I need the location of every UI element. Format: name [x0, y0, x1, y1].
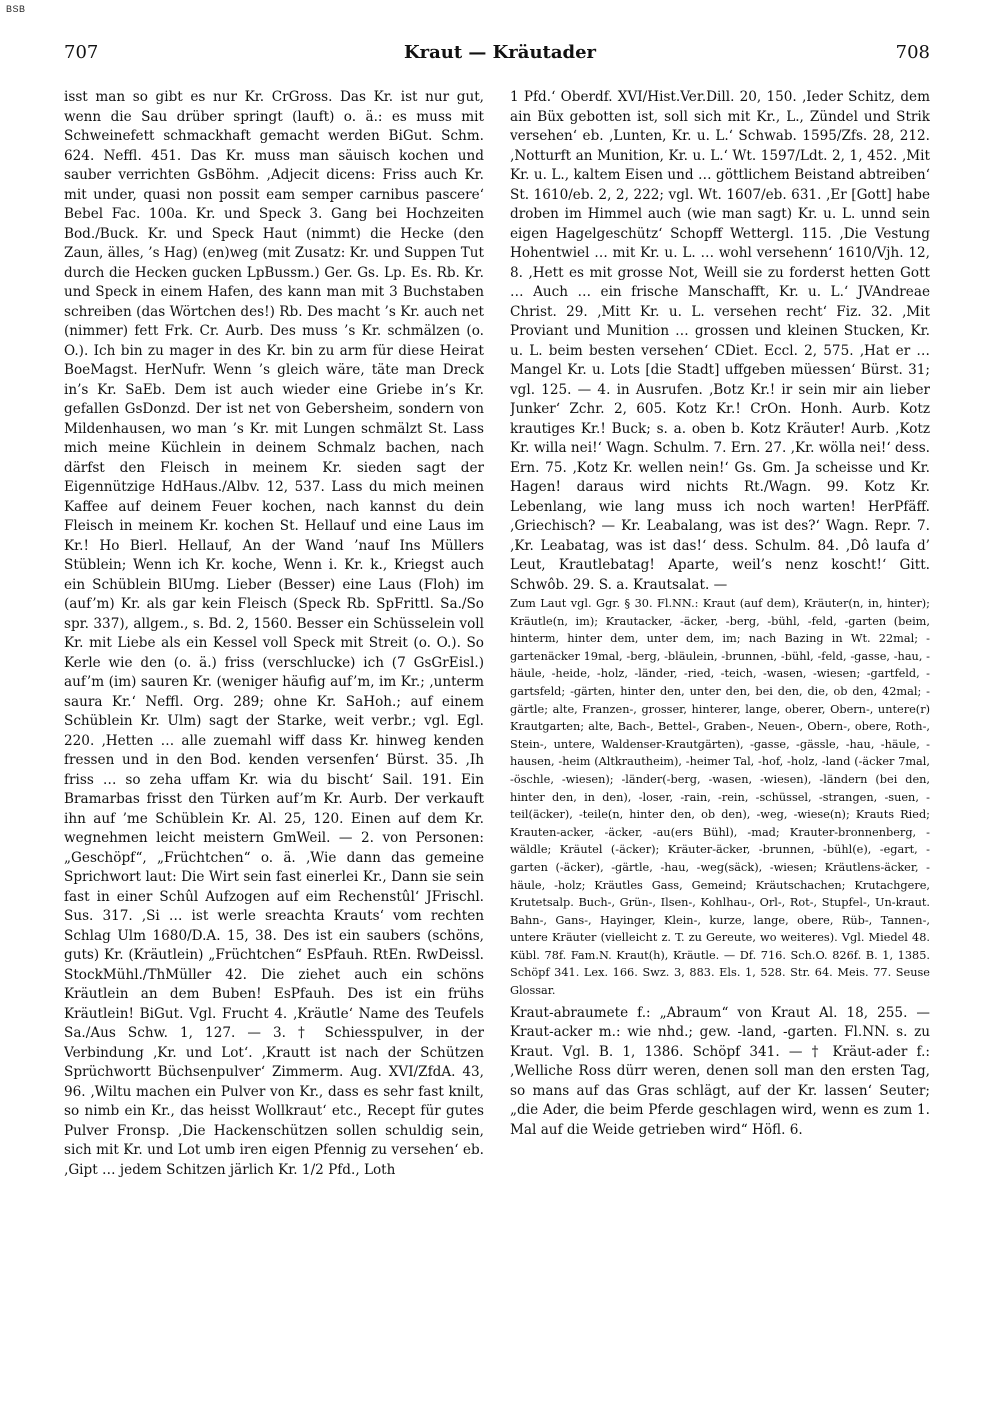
- page-number-left: 707: [64, 42, 99, 63]
- etymology-notes: Zum Laut vgl. Ggr. § 30. Fl.NN.: Kraut (auf dem), Kräuter(n, in, hinter); Kräutle(n, im); Krautacker, -äcker, -berg, -bühl, -feld, -garten (beim, hinterm, hinter dem, unter dem, im; nach Bazing in Wt. 22mal; -gartenäcker 19mal, -berg, -bläulein, -brunnen, -bühl, -feld, -gasse, -hau, -häule, -heide, -holz, -länder, -ried, -teich, -wasen, -wiesen; -gartfeld, -gartsfeld; -gärten, hinter den, unter den, bei den, die, ob den, 42mal; -gärtle; alte, Franzen-, grosser, hinterer, lange, oberer, Obern-, untere(r) Krautgarten; alte, Bach-, Bettel-, Graben-, Neuen-, Obern-, obere, Roth-, Stein-, untere, Waldenser-Krautgärten), -gasse, -gässle, -hau, -häule, -hausen, -heim (Altkrautheim), -heimer Tal, -hof, -holz, -land (-äcker 7mal, -öschle, -wiesen); -länder(-berg, -wasen, -wiesen), -ländern (bei den, hinter den, in den), -loser, -rain, -rein, -schüssel, -strangen, -suen, -teil(äcker), -teile(n, hinter den, ob den), -weg, -wiese(n); Krauts Ried; Krauten-acker, -äcker, -au(ers Bühl), -mad; Krauter-bronnenberg, -wäldle; Kräutel (-äcker); Kräuter-äcker, -brunnen, -bühl(e), -egart, -garten (-äcker), -gärtle, -hau, -weg(säck), -wiesen; Kräutlens-äcker, -häule, -holz; Kräutles Gass, Gemeind; Kräutschachen; Krutachgere, Krutetsalp. Buch-, Grün-, Ilsen-, Kohlhau-, Orl-, Rot-, Stupfel-, Un-kraut. Bahn-, Gans-, Hayinger, Klein-, kurze, lange, obere, Rüb-, Tannen-, untere Kräuter (vielleicht z. T. zu Gereute, wo weiteres). Vgl. Miedel 48. Kübl. 78f. Fam.N. Kraut(h), Kräutle. — Df. 716. Sch.O. 826f. B. 1, 1385. Schöpf 341. Lex. 166. Swz. 3, 883. Els. 1, 528. Str. 64. Meis. 77. Seuse Glossar.: [510, 597, 930, 998]
- right-column: [510, 88, 930, 1408]
- left-column-text: isst man so gibt es nur Kr. CrGross. Das Kr. ist nur gut, wenn die Sau drüber springt (lauft) o. ä.: es muss mit Schweinefett schmackhaft gemacht werden BiGut. Schm. 624. Neffl. 451. Das Kr. muss man säuisch kochen und sauber verrichten GsBöhm. ‚Adjecit dicens: Friss auch Kr. mit under, quasi non possit eam semper carnibus pascere‘ Bebel Fac. 100a. Kr. und Speck 3. Gang bei Hochzeiten Bod./Buck. Kr. und Speck Haut (nimmt) die Hecke (den Zaun, älles, ’s Hag) (en)weg (mit Zusatz: Kr. und Suppen Tut durch die Hecken gucken LpBussm.) Ger. Gs. Lp. Es. Rb. Kr. und Speck in einem Hafen, des kann man mit 3 Buchstaben schreiben (das Wörtchen des!) Rb. Des macht ’s Kr. auch net (nimmer) fett Frk. Cr. Aurb. Des muss ’s Kr. schmälzen (o. O.). Ich bin zu mager in des Kr. bin zu arm für diese Heirat BoeMagst. HerNufr. Wenn ’s gleich wäre, täte man Dreck in’s Kr. SaEb. Dem ist auch wieder eine Griebe in’s Kr. gefallen GsDonzd. Der ist net von Gebersheim, sondern von Mildenhausen, wo man ’s Kr. mit Lungen schmälzt St. Lass mich meine Küchlein in deinem Schmalz bachen, nach därfst den Fleisch in meinem Kr. sieden sagt der Eigennützige HdHaus./Albv. 12, 537. Lass du mich meinen Kaffee auf deinem Feuer kochen, nach kannst du dein Fleisch in meinem Kr. kochen St. Hellauf und eine Laus im Kr.! Ho Bierl. Hellauf, An der Wand ’nauf Ins Müllers Stüblein; Wenn ich Kr. koche, Wenn i. Kr. k., Kriegst auch ein Schüblein BlUmg. Lieber (Besser) eine Laus (Floh) im (auf’m) Kr. als gar kein Fleisch (Speck Rb. SpFrittl. Sa./So spr. 337), allgem., s. Bd. 2, 1560. Besser ein Schüsselein voll Kr. mit Liebe als ein Kessel voll Speck mit Streit (o. O.). So Kerle wie den (o. ä.) friss (verschlucke) ich (7 GsGrEisl.) auf’m (im) sauren Kr. (weniger häufig auf’m, im Kr.; ‚unterm saura Kr.‘ Neffl. Org. 289; ohne Kr. SaHoh.; auf einem Schüblein Kr. Ulm) sagt der Starke, weit verbr.; vgl. Egl. 220. ‚Hetten … alle zuemahl wiff dass Kr. hinweg kenden fressen und in den Bod. kenden versenfen‘ Bürst. 35. ‚Ih friss … so zeha uffam Kr. wia du bischt‘ Sail. 191. Ein Bramarbas frisst den Türken auf’m Kr. Aurb. Der verkauft ihn auf ’me Schüblein Kr. Al. 25, 120. Einen auf dem Kr. wegnehmen leicht meistern GmWeil. — 2. von Personen: „Geschöpf“, „Früchtchen“ o. ä. ‚Wie dann das gemeine Sprichwort laut: Die Wirt sein fast einerlei Kr., Dann sie sein fast in einer Schûl Aufzogen auf eim Rechenstûl‘ JFrischl. Sus. 317. ‚Si … ist werle sreachta Krauts‘ vom rechten Schlag Ulm 1680/D.A. 15, 38. Des ist ein saubers (schöns, guts) Kr. (Kräutlein) „Früchtchen“ EsPfauh. RtEn. RwDeissl. StockMühl./ThMüller 42. Die ziehet auch ein schöns Kräutlein an dem Buben! EsPfauh. Des ist ein frühs Kräutlein! BiGut. Vgl. Frucht 4. ‚Kräutle‘ Name des Teufels Sa./Aus Schw. 1, 127. — 3. † Schiesspulver, in der Verbindung ‚Kr. und Lot‘. ‚Krautt ist nach der Schützen Sprüchwortt Büchsenpulver‘ Zimmerm. Aug. XVI/ZfdA. 43, 96. ‚Wiltu machen ein Pulver von Kr., dass es sehr fast knilt, so nimb ein Kr., das heisst Wollkraut‘ etc., Recept für gutes Pulver Fronsp. ‚Die Hackenschützen sollen schuldig sein, sich mit Kr. und Lot umb iren eigen Pfennig zu versehen‘ eb. ‚Gipt … jedem Schitzen järlich Kr. 1/2 Pfd., Loth: [64, 89, 484, 1178]
- library-corner-mark: BSB: [6, 4, 26, 14]
- next-entries: Kraut-abraumete f.: „Abraum“ von Kraut Al. 18, 255. — Kraut-acker m.: wie nhd.; gew. -land, -garten. Fl.NN. s. zu Kraut. Vgl. B. 1, 1386. Schöpf 341. — † Kräut-ader f.: ‚Welliche Ross dürr weren, denen soll man den ersten Tag, so mans auf das Gras schlägt, auf der Kr. lassen‘ Seuter; „die Ader, die beim Pferde geschlagen wird, wenn es zum 1. Mal auf die Weide getrieben wird“ Höfl. 6.: [510, 1004, 930, 1138]
- page-number-right: 708: [895, 42, 930, 63]
- right-column-text: 1 Pfd.‘ Oberdf. XVI/Hist.Ver.Dill. 20, 150. ‚Ieder Schitz, dem ain Büx gebotten ist, soll sich mit Kr., L., Zündel und Strik versehen‘ eb. ‚Lunten, Kr. u. L.‘ Schwab. 1595/Zfs. 28, 212. ‚Notturft an Munition, Kr. u. L.‘ Wt. 1597/Ldt. 2, 1, 452. ‚Mit Kr. u. L., kaltem Eisen und … göttlichem Beistand abtreiben‘ St. 1610/eb. 2, 2, 222; vgl. Wt. 1607/eb. 631. ‚Er [Gott] habe droben im Himmel auch (wie man sagt) Kr. u. L. unnd sein eigen Hagelgeschütz‘ Schopff Wettergl. 115. ‚Die Vestung Hohentwiel … mit Kr. u. L. … wohl versehenn‘ 1610/Vjh. 12, 8. ‚Hett es mit grosse Not, Weill sie zu forderst hetten Gott … Auch … ein frische Manschafft, Kr. u. L.‘ JVAndreae Christ. 29. ‚Mitt Kr. u. L. versehen recht‘ Fiz. 32. ‚Mit Proviant und Munition … grossen und kleinen Stucken, Kr. u. L. beim besten versehen‘ CDiet. Eccl. 2, 575. ‚Hat er … Mangel Kr. u. Lots [die Stadt] uffgeben müessen‘ Bürst. 31; vgl. 125. — 4. in Ausrufen. ‚Botz Kr.! ir sein mir ain lieber Junker‘ Zchr. 2, 605. Kotz Kr.! CrOn. Honh. Aurb. Kotz krautiges Kr.! Buck; s. a. oben b. Kotz Kräuter! Aurb. ‚Kotz Kr. willa nei!‘ Wagn. Schulm. 7. Ern. 27. ‚Kr. wölla nei!‘ dess. Ern. 75. ‚Kotz Kr. wellen nein!‘ Gs. Gm. Ja scheisse und Kr. Hagen! daraus wird nichts Rt./Wagn. 99. Kotz Kr. Lebenlang, wie lang muss ich noch warten! HerPfäff. ‚Griechisch? — Kr. Leabalang, was ist des?‘ Wagn. Repr. 7. ‚Kr. Leabatag, was ist das!‘ dess. Schulm. 84. ‚Dô laufa d’ Leut, Krautlebatag! Aparte, weil’s nenz koscht!‘ Gitt. Schwôb. 29. S. a. Krautsalat. —: [510, 89, 930, 593]
- left-column: [64, 88, 484, 1408]
- page-title: Kraut — Kräutader: [403, 42, 597, 63]
